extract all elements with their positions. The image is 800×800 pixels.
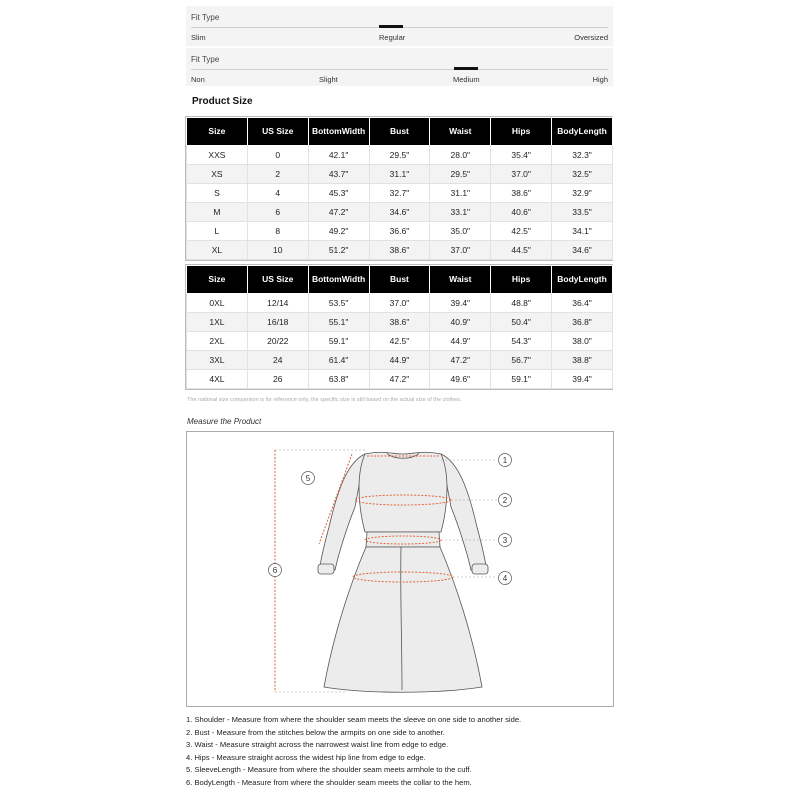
table-cell: 32.5": [552, 165, 613, 184]
table-row: [187, 146, 613, 165]
fit-type-title: Fit Type: [191, 55, 220, 64]
table-cell: 37.0": [369, 294, 430, 313]
table-cell: 4: [247, 184, 308, 203]
table-cell: 44.9": [369, 351, 430, 370]
table-cell: 59.1": [491, 370, 552, 389]
table-header-cell: Waist: [430, 266, 491, 294]
table-header-cell: Bust: [369, 118, 430, 146]
table-cell: 49.6": [430, 370, 491, 389]
table-header-cell: Hips: [491, 266, 552, 294]
table-cell: 0: [247, 146, 308, 165]
table-row: [187, 184, 613, 203]
table-cell: 34.6": [369, 203, 430, 222]
table-cell: XXS: [187, 146, 248, 165]
table-cell: 37.0": [430, 241, 491, 260]
table-cell: 3XL: [187, 351, 248, 370]
table-header-cell: Waist: [430, 118, 491, 146]
skirt: [324, 547, 482, 692]
waistband: [366, 532, 440, 547]
fit-type-slider-1: [186, 6, 613, 46]
table-cell: 31.1": [430, 184, 491, 203]
table-cell: 29.5": [369, 146, 430, 165]
fit-type-slider-2: [186, 48, 613, 86]
table-cell: 39.4": [430, 294, 491, 313]
instruction-hips: 4. Hips - Measure straight across the widest hip line from edge to edge.: [186, 752, 426, 762]
table-row: [187, 370, 613, 389]
table-row: [187, 241, 613, 260]
table-cell: 33.5": [552, 203, 613, 222]
table-cell: 55.1": [308, 313, 369, 332]
table-cell: 2XL: [187, 332, 248, 351]
fit-type-selected-marker: [454, 67, 478, 70]
table-row: [187, 222, 613, 241]
table-cell: 32.9": [552, 184, 613, 203]
table-header-row: [187, 266, 613, 294]
table-cell: 38.6": [491, 184, 552, 203]
table-row: [187, 351, 613, 370]
table-row: [187, 332, 613, 351]
table-cell: 36.4": [552, 294, 613, 313]
table-cell: 42.1": [308, 146, 369, 165]
table-cell: 33.1": [430, 203, 491, 222]
table-cell: 40.9": [430, 313, 491, 332]
table-header-cell: Size: [187, 266, 248, 294]
fit-type-title: Fit Type: [191, 13, 220, 22]
svg-text:1: 1: [502, 456, 508, 465]
table-cell: 44.5": [491, 241, 552, 260]
table-cell: 24: [247, 351, 308, 370]
marker-2: [499, 494, 512, 507]
fit-label-regular: Regular: [379, 33, 406, 42]
table-cell: 42.5": [369, 332, 430, 351]
table-cell: 51.2": [308, 241, 369, 260]
table-cell: L: [187, 222, 248, 241]
table-cell: 32.7": [369, 184, 430, 203]
size-note: The national size comparison is for reference only, the specific size is still based on the actual size of the clothes.: [187, 397, 462, 403]
table-cell: 47.2": [430, 351, 491, 370]
table-cell: 0XL: [187, 294, 248, 313]
fit-label-oversized: Oversized: [574, 33, 608, 42]
marker-1: [499, 454, 512, 467]
table-cell: 8: [247, 222, 308, 241]
fit-type-selected-marker: [379, 25, 403, 28]
table-header-row: [187, 118, 613, 146]
table-header-cell: Size: [187, 118, 248, 146]
table-cell: 12/14: [247, 294, 308, 313]
dress-illustration: [187, 432, 613, 706]
marker-4: [499, 572, 512, 585]
table-cell: 44.9": [430, 332, 491, 351]
table-cell: 6: [247, 203, 308, 222]
instruction-body-length: 6. BodyLength - Measure from where the shoulder seam meets the collar to the hem.: [186, 777, 472, 787]
table-cell: 28.0": [430, 146, 491, 165]
table-cell: 56.7": [491, 351, 552, 370]
instruction-shoulder: 1. Shoulder - Measure from where the shoulder seam meets the sleeve on one side to another side.: [186, 715, 522, 724]
table-header-cell: US Size: [247, 266, 308, 294]
table-row: [187, 203, 613, 222]
measurement-instructions: [186, 714, 606, 790]
table-cell: 43.7": [308, 165, 369, 184]
table-header-cell: Hips: [491, 118, 552, 146]
marker-6: [269, 564, 282, 577]
right-sleeve: [441, 454, 486, 570]
table-header-cell: US Size: [247, 118, 308, 146]
table-cell: 10: [247, 241, 308, 260]
fit-label-slim: Slim: [191, 33, 206, 42]
fit-label-non: Non: [191, 75, 205, 84]
table-cell: 38.0": [552, 332, 613, 351]
table-cell: 47.2": [369, 370, 430, 389]
table-cell: 63.8": [308, 370, 369, 389]
table-header-cell: BodyLength: [552, 266, 613, 294]
fit-label-high: High: [592, 75, 608, 84]
table-cell: 2: [247, 165, 308, 184]
table-cell: 34.6": [552, 241, 613, 260]
measure-title: Measure the Product: [187, 417, 262, 426]
table-cell: 61.4": [308, 351, 369, 370]
right-cuff: [472, 564, 488, 574]
table-cell: 34.1": [552, 222, 613, 241]
table-cell: 39.4": [552, 370, 613, 389]
table-cell: 47.2": [308, 203, 369, 222]
table-header-cell: BottomWidth: [308, 266, 369, 294]
table-cell: 31.1": [369, 165, 430, 184]
table-cell: 42.5": [491, 222, 552, 241]
table-cell: XS: [187, 165, 248, 184]
table-row: [187, 165, 613, 184]
fit-label-slight: Slight: [319, 75, 338, 84]
table-cell: 16/18: [247, 313, 308, 332]
table-cell: 32.3": [552, 146, 613, 165]
left-sleeve: [320, 454, 365, 570]
table-cell: 45.3": [308, 184, 369, 203]
table-header-cell: BodyLength: [552, 118, 613, 146]
size-table-plus: [186, 265, 613, 389]
table-cell: 59.1": [308, 332, 369, 351]
table-cell: S: [187, 184, 248, 203]
fit-type-track: [191, 69, 608, 70]
table-cell: 20/22: [247, 332, 308, 351]
table-cell: 37.0": [491, 165, 552, 184]
table-cell: 48.8": [491, 294, 552, 313]
table-header-cell: BottomWidth: [308, 118, 369, 146]
table-cell: 36.6": [369, 222, 430, 241]
svg-text:4: 4: [502, 574, 508, 583]
fit-label-medium: Medium: [453, 75, 480, 84]
table-cell: 38.6": [369, 241, 430, 260]
table-row: [187, 294, 613, 313]
svg-text:5: 5: [305, 474, 311, 483]
table-cell: XL: [187, 241, 248, 260]
size-table-regular: [186, 117, 613, 260]
marker-3: [499, 534, 512, 547]
instruction-sleeve-length: 5. SleeveLength - Measure from where the shoulder seam meets armhole to the cuff.: [186, 765, 472, 775]
left-cuff: [318, 564, 334, 574]
table-cell: 53.5": [308, 294, 369, 313]
table-cell: 29.5": [430, 165, 491, 184]
table-cell: 4XL: [187, 370, 248, 389]
table-cell: 50.4": [491, 313, 552, 332]
svg-text:2: 2: [502, 496, 508, 505]
table-cell: 49.2": [308, 222, 369, 241]
table-cell: M: [187, 203, 248, 222]
table-cell: 38.6": [369, 313, 430, 332]
product-size-title: Product Size: [192, 96, 253, 107]
table-header-cell: Bust: [369, 266, 430, 294]
table-row: [187, 313, 613, 332]
instruction-waist: 3. Waist - Measure straight across the narrowest waist line from edge to edge.: [186, 740, 449, 750]
marker-5: [302, 472, 315, 485]
table-cell: 38.8": [552, 351, 613, 370]
table-cell: 26: [247, 370, 308, 389]
bodice: [359, 452, 447, 532]
svg-text:3: 3: [502, 536, 508, 545]
measurement-diagram: [186, 431, 614, 707]
table-cell: 54.3": [491, 332, 552, 351]
table-cell: 40.6": [491, 203, 552, 222]
instruction-bust: 2. Bust - Measure from the stitches below the armpits on one side to another.: [186, 727, 445, 737]
svg-text:6: 6: [272, 566, 278, 575]
table-cell: 35.4": [491, 146, 552, 165]
table-cell: 35.0": [430, 222, 491, 241]
table-cell: 1XL: [187, 313, 248, 332]
table-cell: 36.8": [552, 313, 613, 332]
